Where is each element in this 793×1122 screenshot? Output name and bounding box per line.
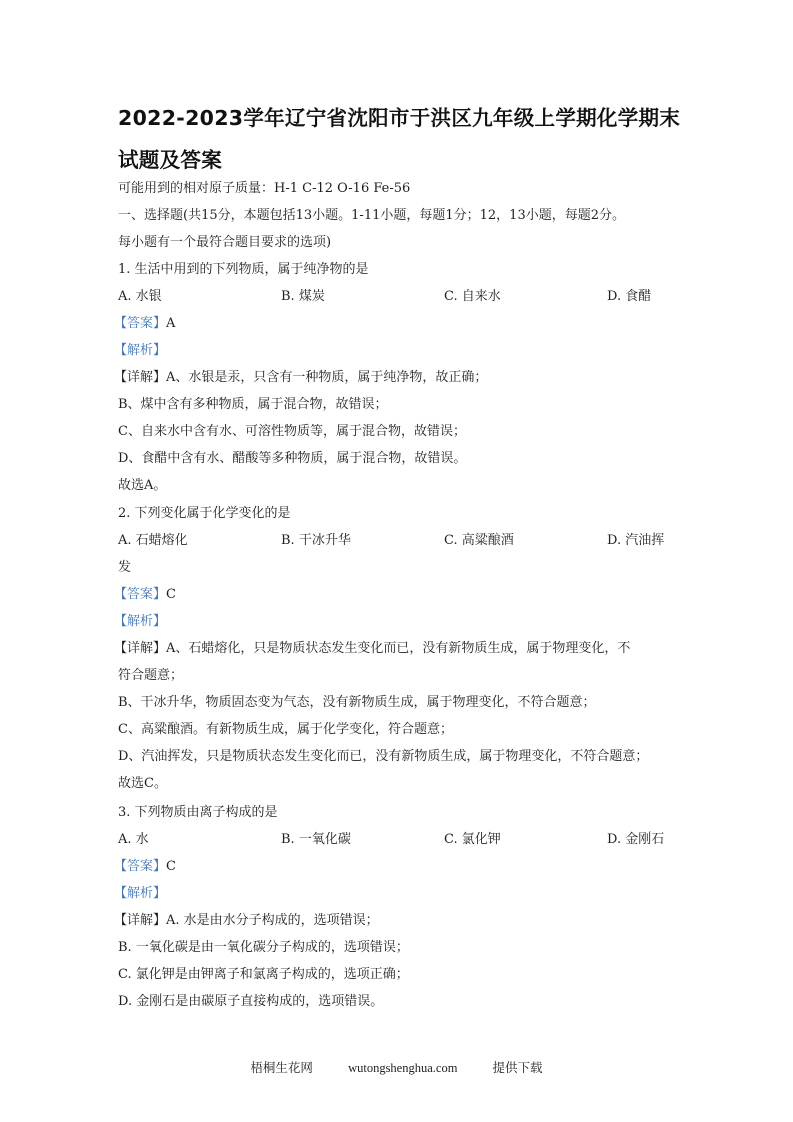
question-3-option-a: A. 水 (118, 832, 149, 847)
detail-label: 【详解】 (114, 913, 167, 928)
question-3-detail-2: C. 氯化钾是由钾离子和氯离子构成的，选项正确； (118, 967, 409, 982)
footer-note: 提供下载 (492, 1061, 543, 1075)
question-3-detail-3: D. 金刚石是由碳原子直接构成的，选项错误。 (118, 994, 384, 1009)
footer-site-name: 梧桐生花网 (250, 1061, 313, 1075)
question-1-detail-2: C、自来水中含有水、可溶性物质等，属于混合物，故错误； (118, 424, 466, 439)
atomic-mass-note: 可能用到的相对原子质量：H-1 C-12 O-16 Fe-56 (118, 181, 411, 196)
analysis-label: 【解析】 (114, 343, 167, 358)
question-3-option-d: D. 金刚石 (607, 832, 665, 847)
question-1-option-c: C. 自来水 (444, 289, 501, 304)
question-1-detail-3: D、食醋中含有水、醋酸等多种物质，属于混合物，故错误。 (118, 451, 467, 466)
answer-value: C (166, 859, 176, 874)
question-3-option-b: B. 一氧化碳 (281, 832, 351, 847)
question-2-detail-3: C、高粱酿酒。有新物质生成，属于化学变化，符合题意； (118, 722, 453, 737)
question-1-option-d: D. 食醋 (607, 289, 652, 304)
answer-label: 【答案】 (114, 587, 167, 602)
question-2-option-b: B. 干冰升华 (281, 533, 351, 548)
document-title-line2: 试题及答案 (118, 148, 222, 172)
footer-url[interactable]: wutongshenghua.com (348, 1061, 458, 1075)
question-1-detail-0: 【详解】A、水银是汞，只含有一种物质，属于纯净物，故正确； (114, 370, 488, 385)
question-2-detail-2: B、干冰升华，物质固态变为气态，没有新物质生成，属于物理变化，不符合题意； (118, 695, 596, 710)
answer-value: A (166, 316, 176, 331)
question-2-detail-1: 符合题意； (118, 668, 184, 683)
question-3-detail-1: B. 一氧化碳是由一氧化碳分子构成的，选项错误； (118, 940, 409, 955)
question-1-option-b: B. 煤炭 (281, 289, 325, 304)
detail-label: 【详解】 (114, 641, 167, 656)
analysis-label: 【解析】 (114, 614, 167, 629)
answer-value: C (166, 587, 176, 602)
question-3-option-c: C. 氯化钾 (444, 832, 501, 847)
question-1-analysis-label (114, 343, 166, 359)
question-2-stem: 2. 下列变化属于化学变化的是 (118, 506, 291, 521)
answer-label: 【答案】 (114, 316, 167, 331)
question-1-detail-1: B、煤中含有多种物质，属于混合物，故错误； (118, 397, 388, 412)
question-3-analysis-label (114, 886, 166, 902)
question-3-stem: 3. 下列物质由离子构成的是 (118, 805, 278, 820)
question-2-detail-4: D、汽油挥发，只是物质状态发生变化而已，没有新物质生成，属于物理变化，不符合题意； (118, 749, 649, 764)
answer-label: 【答案】 (114, 859, 167, 874)
question-2-option-a: A. 石蜡熔化 (118, 533, 188, 548)
question-2-answer (114, 587, 176, 603)
question-2-analysis-label (114, 614, 166, 630)
page-footer (0, 1058, 793, 1076)
question-2-option-wrap: 发 (118, 560, 132, 575)
question-1-option-a: A. 水银 (118, 289, 162, 304)
question-2-option-c: C. 高粱酿酒 (444, 533, 514, 548)
question-3-detail-0: 【详解】A. 水是由水分子构成的，选项错误； (114, 913, 379, 928)
section-header-line1: 一、选择题(共15分，本题包括13小题。1-11小题，每题1分；12，13小题，每题2分。 (118, 208, 625, 223)
question-1-answer (114, 316, 175, 332)
question-1-detail-4: 故选A。 (118, 478, 167, 493)
detail-label: 【详解】 (114, 370, 167, 385)
question-2-detail-0: 【详解】A、石蜡熔化，只是物质状态发生变化而已，没有新物质生成，属于物理变化，不 (114, 641, 631, 656)
question-2-option-d: D. 汽油挥 (607, 533, 665, 548)
section-header-line2: 每小题有一个最符合题目要求的选项) (118, 235, 332, 250)
analysis-label: 【解析】 (114, 886, 167, 901)
question-3-answer (114, 859, 176, 875)
question-1-stem: 1. 生活中用到的下列物质，属于纯净物的是 (118, 262, 369, 277)
document-title-line1: 2022-2023学年辽宁省沈阳市于洪区九年级上学期化学期末 (118, 106, 681, 130)
question-2-detail-5: 故选C。 (118, 776, 167, 791)
